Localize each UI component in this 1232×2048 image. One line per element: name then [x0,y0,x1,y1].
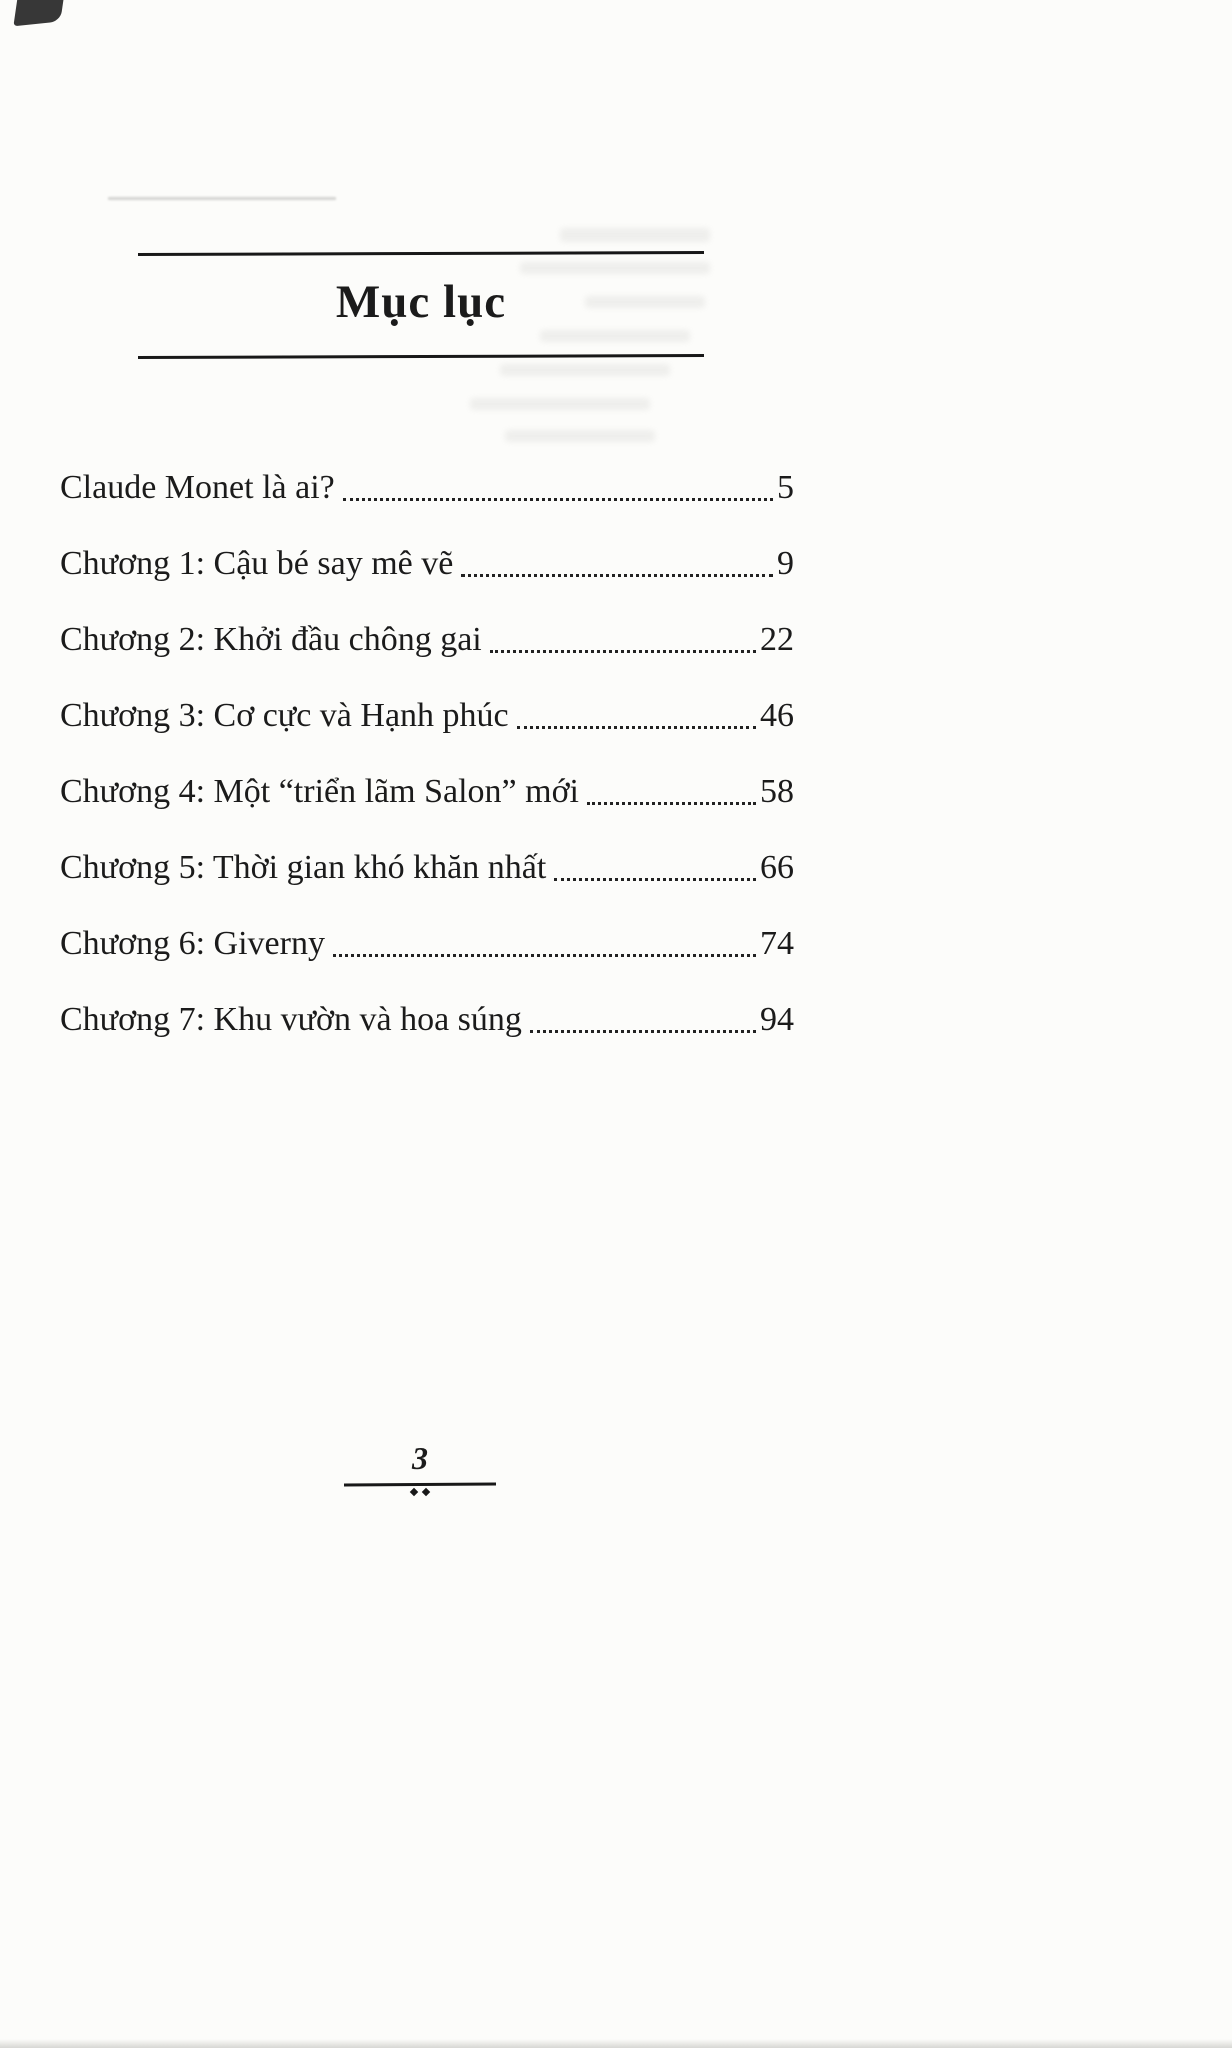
bleed-through-artifact [500,364,670,376]
toc-entry-page: 22 [760,621,794,658]
toc-entry-page: 5 [777,469,794,506]
footer-rule [344,1482,496,1486]
toc-entry-label: Chương 3: Cơ cực và Hạnh phúc [60,697,509,734]
dot-leader [517,726,756,729]
scan-faint-line [108,197,336,200]
toc-entry-label: Chương 4: Một “triển lãm Salon” mới [60,773,579,810]
dot-leader [461,574,773,577]
toc-entry [60,542,794,586]
toc-entry [60,998,794,1042]
bleed-through-artifact [470,398,650,410]
dot-leader [530,1030,756,1033]
toc-entry-label: Chương 2: Khởi đầu chông gai [60,621,482,658]
toc-entry-page: 58 [760,773,794,810]
toc-entry-page: 9 [777,545,794,582]
toc-entry-label: Chương 7: Khu vườn và hoa súng [60,1001,522,1038]
dot-leader [554,878,756,881]
toc-entry [60,466,794,510]
footer-ornament [344,1489,496,1495]
toc-entry-page: 66 [760,849,794,886]
page-number: 3 [412,1440,428,1476]
title-block [138,252,704,358]
toc-entry [60,770,794,814]
diamond-ornament [422,1488,430,1496]
toc-entry-page: 46 [760,697,794,734]
toc-entry [60,846,794,890]
title-rule-bottom [138,354,704,359]
toc-entry-page: 74 [760,925,794,962]
bleed-through-artifact [505,430,655,442]
scan-bottom-shadow [0,2039,1232,2048]
scan-corner-mark [13,0,64,26]
page-footer [344,1438,496,1495]
diamond-ornament [410,1488,418,1496]
toc-entry [60,922,794,966]
dot-leader [343,498,773,501]
toc-entry [60,694,794,738]
toc-entry-label: Chương 5: Thời gian khó khăn nhất [60,849,547,886]
toc-entry-label: Claude Monet là ai? [60,469,335,506]
dot-leader [587,802,756,805]
toc-entry [60,618,794,662]
table-of-contents [60,466,794,1074]
toc-entry-page: 94 [760,1001,794,1038]
dot-leader [490,650,756,653]
bleed-through-artifact [560,228,710,242]
page-title: Mục lục [335,276,507,328]
dot-leader [333,954,756,957]
toc-entry-label: Chương 6: Giverny [60,925,325,962]
toc-entry-label: Chương 1: Cậu bé say mê vẽ [60,545,454,582]
